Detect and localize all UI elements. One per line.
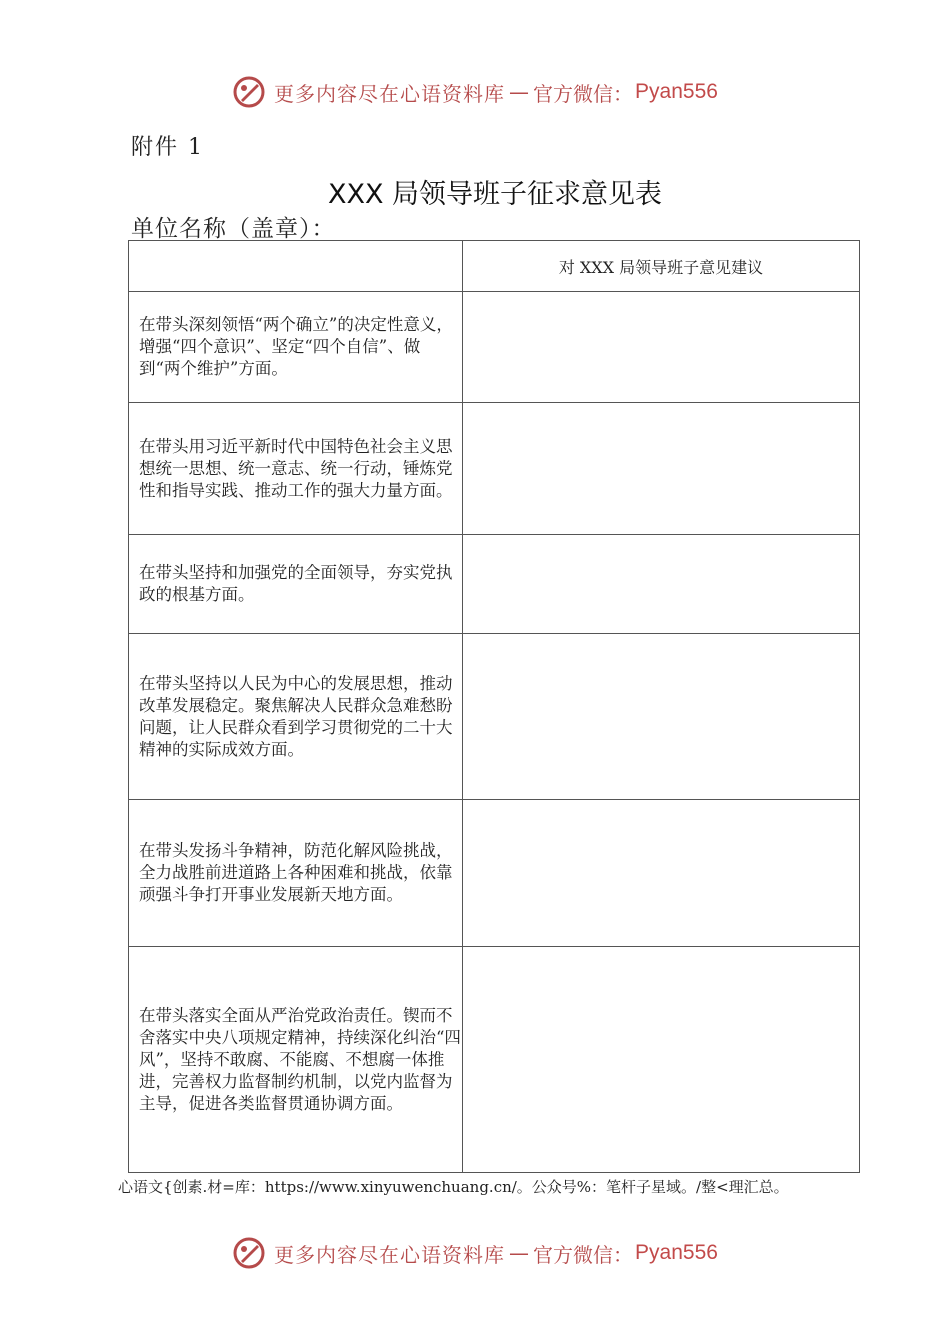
opinion-table: [128, 240, 860, 1173]
banner-wechat-id: Pyan556: [635, 1241, 718, 1264]
item-text: 在带头深刻领悟“两个确立”的决定性意义，增强“四个意识”、坚定“四个自信”、做到“两个维护”方面。: [139, 315, 453, 378]
opinion-cell[interactable]: [463, 634, 860, 800]
footer-note: 心语文{创素.材=库：https://www.xinyuwenchuang.cn/。公众号%：笔杆子星域。/整<理汇总。: [118, 1178, 789, 1196]
item-text: 在带头坚持和加强党的全面领导，夯实党执政的根基方面。: [139, 563, 453, 604]
table-row: [129, 535, 860, 634]
item-cell: [129, 292, 463, 403]
pen-logo-icon: [232, 75, 266, 109]
item-text: 在带头用习近平新时代中国特色社会主义思想统一思想、统一意志、统一行动，锤炼党性和指导实践、推动工作的强大力量方面。: [139, 436, 453, 500]
item-cell: [129, 634, 463, 800]
attachment-label: 附件 1: [131, 135, 204, 160]
banner-separator: —: [509, 80, 530, 104]
page-title: XXX 局领导班子征求意见表: [327, 179, 663, 210]
item-cell: [129, 403, 463, 535]
item-cell: [129, 947, 463, 1173]
banner-wechat-id: Pyan556: [635, 80, 718, 103]
header-cell-left: [129, 241, 463, 292]
item-text: 在带头发扬斗争精神，防范化解风险挑战，全力战胜前进道路上各种困难和挑战，依靠顽强斗争打开事业发展新天地方面。: [139, 841, 453, 904]
pen-logo-icon: [232, 1236, 266, 1270]
footer-banner: [0, 1231, 950, 1275]
opinion-cell[interactable]: [463, 403, 860, 535]
table-row: [129, 800, 860, 947]
opinion-cell[interactable]: [463, 292, 860, 403]
item-text: 在带头落实全面从严治党政治责任。锲而不舍落实中央八项规定精神，持续深化纠治“四风”，坚持不敢腐、不能腐、不想腐一体推进，完善权力监督制约机制，以党内监督为主导，促进各类监督贯通协调方面。: [139, 1005, 461, 1113]
opinion-cell[interactable]: [463, 800, 860, 947]
table-row: [129, 634, 860, 800]
item-text: 在带头坚持以人民为中心的发展思想，推动改革发展稳定。聚焦解决人民群众急难愁盼问题，让人民群众看到学习贯彻党的二十大精神的实际成效方面。: [139, 673, 453, 759]
table-row: [129, 947, 860, 1173]
banner-text: 更多内容尽在心语资料库: [274, 1242, 506, 1267]
header-cell-opinion: 对 XXX 局领导班子意见建议: [463, 241, 860, 292]
header-banner: [0, 70, 950, 114]
opinion-cell[interactable]: [463, 947, 860, 1173]
item-cell: [129, 535, 463, 634]
opinion-cell[interactable]: [463, 535, 860, 634]
banner-wechat-label: 官方微信：: [533, 1242, 634, 1267]
banner-wechat-label: 官方微信：: [533, 81, 634, 106]
table-header-row: [129, 241, 860, 292]
table-row: [129, 403, 860, 535]
unit-name-label: 单位名称（盖章）：: [131, 216, 336, 242]
banner-text: 更多内容尽在心语资料库: [274, 81, 506, 106]
banner-separator: —: [509, 1241, 530, 1265]
table-row: [129, 292, 860, 403]
item-cell: [129, 800, 463, 947]
